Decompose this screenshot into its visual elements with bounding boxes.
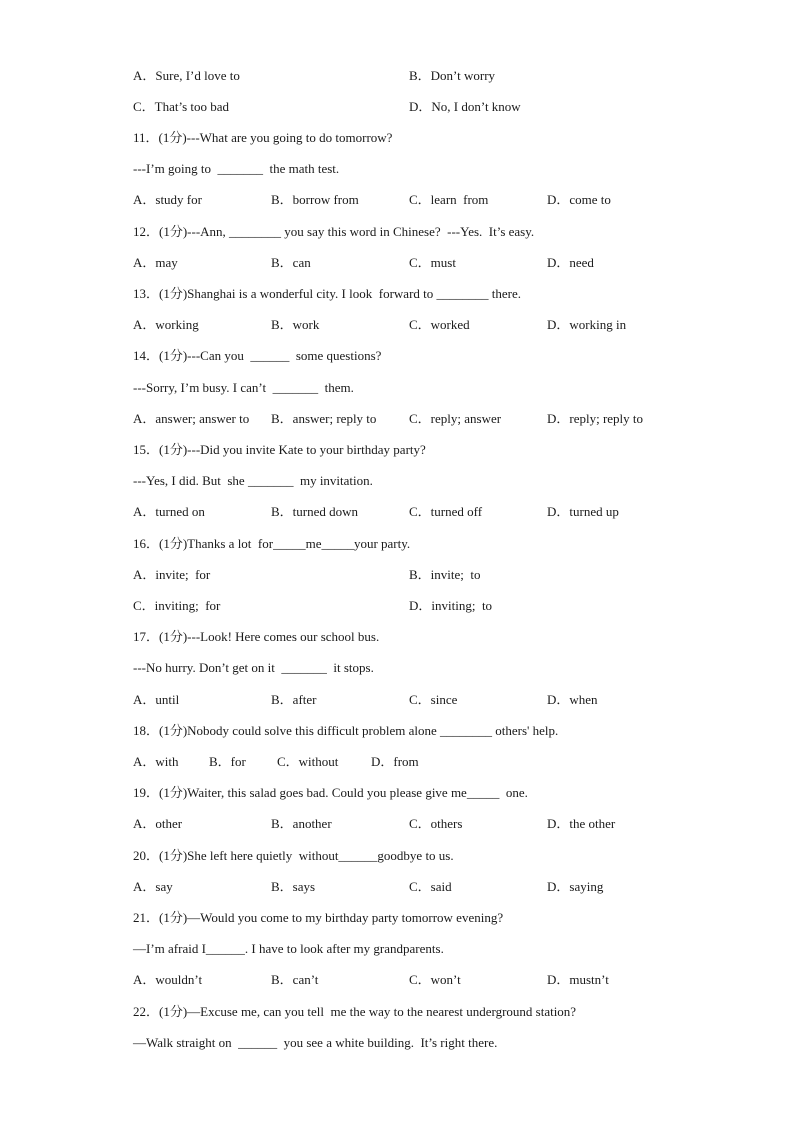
q13-option-b[interactable]: B．work	[271, 317, 320, 332]
q19-option-b[interactable]: B．another	[271, 816, 332, 831]
q21-option-d[interactable]: D．mustn’t	[547, 972, 609, 987]
q14-option-c[interactable]: C．reply; answer	[409, 411, 502, 426]
q16-stem: 16．(1分)Thanks a lot for_____me_____your party.	[133, 536, 411, 551]
q16-option-d[interactable]: D．inviting; to	[409, 598, 493, 613]
q17-option-a[interactable]: A．until	[133, 692, 180, 707]
q19-option-c[interactable]: C．others	[409, 816, 463, 831]
q11-stem: 11．(1分)---What are you going to do tomorrow?	[133, 130, 393, 145]
q15-stem: 15．(1分)---Did you invite Kate to your birthday party?	[133, 442, 426, 457]
q16-option-c[interactable]: C．inviting; for	[133, 598, 221, 613]
q21-stem: 21．(1分)—Would you come to my birthday party tomorrow evening?	[133, 910, 504, 925]
q15-option-d[interactable]: D．turned up	[547, 504, 619, 519]
q14-stem: 14．(1分)---Can you ______ some questions?	[133, 348, 382, 363]
q16-option-a[interactable]: A．invite; for	[133, 567, 211, 582]
q12-stem: 12．(1分)---Ann, ________ you say this word in Chinese? ---Yes. It’s easy.	[133, 224, 535, 239]
q11-option-c[interactable]: C．learn from	[409, 192, 489, 207]
q12-option-a[interactable]: A．may	[133, 255, 178, 270]
q19-option-a[interactable]: A．other	[133, 816, 183, 831]
q17-stem-2: ---No hurry. Don’t get on it _______ it stops.	[133, 660, 374, 675]
q14-option-b[interactable]: B．answer; reply to	[271, 411, 377, 426]
q17-option-b[interactable]: B．after	[271, 692, 317, 707]
q18-option-c[interactable]: C．without	[277, 754, 339, 769]
q21-option-c[interactable]: C．won’t	[409, 972, 461, 987]
q15-option-c[interactable]: C．turned off	[409, 504, 483, 519]
q18-option-a[interactable]: A．with	[133, 754, 179, 769]
q11-stem-2: ---I’m going to _______ the math test.	[133, 161, 340, 176]
q19-stem: 19．(1分)Waiter, this salad goes bad. Could you please give me_____ one.	[133, 785, 528, 800]
q10-option-a[interactable]: A．Sure, I’d love to	[133, 68, 240, 83]
q13-option-d[interactable]: D．working in	[547, 317, 627, 332]
q16-option-b[interactable]: B．invite; to	[409, 567, 481, 582]
q14-stem-2: ---Sorry, I’m busy. I can’t _______ them.	[133, 380, 354, 395]
q21-stem-2: —I’m afraid I______. I have to look after my grandparents.	[133, 941, 444, 956]
q20-option-c[interactable]: C．said	[409, 879, 452, 894]
q11-option-a[interactable]: A．study for	[133, 192, 202, 207]
q17-option-c[interactable]: C．since	[409, 692, 458, 707]
q12-option-b[interactable]: B．can	[271, 255, 311, 270]
q17-stem: 17．(1分)---Look! Here comes our school bus.	[133, 629, 380, 644]
q10-option-b[interactable]: B．Don’t worry	[409, 68, 496, 83]
q15-stem-2: ---Yes, I did. But she _______ my invitation.	[133, 473, 373, 488]
q20-stem: 20．(1分)She left here quietly without______goodbye to us.	[133, 848, 454, 863]
q21-option-b[interactable]: B．can’t	[271, 972, 319, 987]
q22-stem: 22．(1分)—Excuse me, can you tell me the way to the nearest underground station?	[133, 1004, 577, 1019]
q14-option-a[interactable]: A．answer; answer to	[133, 411, 250, 426]
q20-option-d[interactable]: D．saying	[547, 879, 604, 894]
q12-option-d[interactable]: D．need	[547, 255, 594, 270]
q13-option-c[interactable]: C．worked	[409, 317, 470, 332]
q13-option-a[interactable]: A．working	[133, 317, 199, 332]
q18-option-d[interactable]: D．from	[371, 754, 419, 769]
q15-option-b[interactable]: B．turned down	[271, 504, 359, 519]
q18-option-b[interactable]: B．for	[209, 754, 246, 769]
q20-option-b[interactable]: B．says	[271, 879, 316, 894]
q12-option-c[interactable]: C．must	[409, 255, 456, 270]
q22-stem-2: —Walk straight on ______ you see a white building. It’s right there.	[133, 1035, 498, 1050]
q11-option-b[interactable]: B．borrow from	[271, 192, 359, 207]
q18-stem: 18．(1分)Nobody could solve this difficult problem alone ________ others' help.	[133, 723, 559, 738]
q21-option-a[interactable]: A．wouldn’t	[133, 972, 203, 987]
q14-option-d[interactable]: D．reply; reply to	[547, 411, 644, 426]
q20-option-a[interactable]: A．say	[133, 879, 173, 894]
q11-option-d[interactable]: D．come to	[547, 192, 611, 207]
q10-option-d[interactable]: D．No, I don’t know	[409, 99, 521, 114]
q19-option-d[interactable]: D．the other	[547, 816, 616, 831]
q13-stem: 13．(1分)Shanghai is a wonderful city. I look forward to ________ there.	[133, 286, 521, 301]
q17-option-d[interactable]: D．when	[547, 692, 598, 707]
q10-option-c[interactable]: C．That’s too bad	[133, 99, 230, 114]
q15-option-a[interactable]: A．turned on	[133, 504, 205, 519]
